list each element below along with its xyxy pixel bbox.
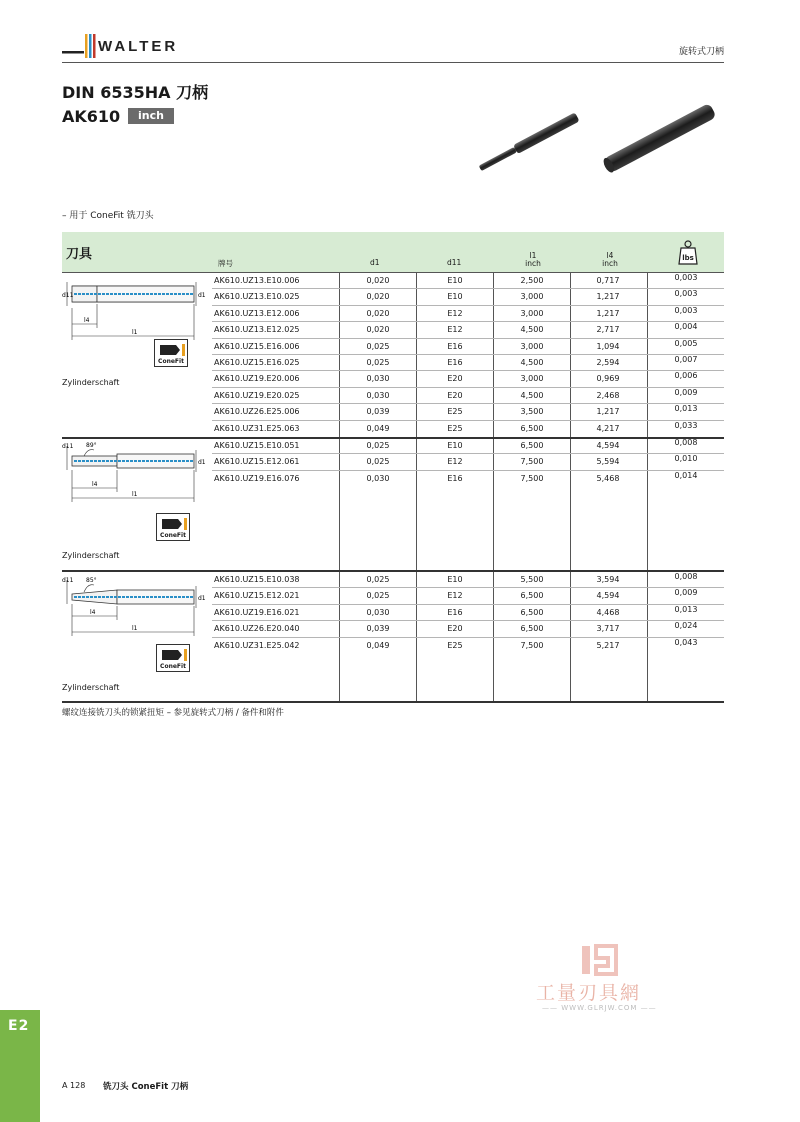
dim-d11-label: d11 bbox=[62, 443, 74, 450]
table-row: AK610.UZ19.E20.006 0,030 E20 3,000 0,969 0,006 bbox=[212, 371, 724, 387]
dim-l4-label: l4 bbox=[84, 317, 90, 324]
shank-type-label: Zylinderschaft bbox=[62, 683, 120, 692]
shank-type-label: Zylinderschaft bbox=[62, 551, 120, 560]
table-row: AK610.UZ13.E10.025 0,020 E10 3,000 1,217 0,003 bbox=[212, 289, 724, 305]
dim-d1-label: d1 bbox=[198, 292, 206, 299]
table-group-1 bbox=[212, 273, 724, 437]
footnote: 螺纹连接铣刀头的锁紧扭矩 – 参见旋转式刀柄 / 备件和附件 bbox=[62, 708, 284, 718]
dim-l4-label: l4 bbox=[90, 609, 96, 616]
table-row: AK610.UZ15.E10.051 0,025 E10 6,500 4,594 0,008 bbox=[212, 438, 724, 454]
col-header-article: 牌号 bbox=[218, 259, 233, 268]
table-row: AK610.UZ19.E20.025 0,030 E20 4,500 2,468 0,009 bbox=[212, 388, 724, 404]
conefit-icon bbox=[156, 513, 190, 541]
shank-drawing-reduced bbox=[62, 440, 212, 520]
chapter-tab-label: E2 bbox=[8, 1018, 30, 1034]
conefit-symbol bbox=[156, 341, 188, 359]
table-row: AK610.UZ15.E16.025 0,025 E16 4,500 2,594 0,007 bbox=[212, 355, 724, 371]
table-row: AK610.UZ13.E12.025 0,020 E12 4,500 2,717 0,004 bbox=[212, 322, 724, 338]
dim-l4-label: l4 bbox=[92, 481, 98, 488]
table-row: AK610.UZ19.E16.021 0,030 E16 6,500 4,468 0,013 bbox=[212, 605, 724, 621]
table-row: AK610.UZ31.E25.063 0,049 E25 6,500 4,217 0,033 bbox=[214, 420, 698, 433]
table-row: AK610.UZ26.E20.040 0,039 E20 6,500 3,717 0,024 bbox=[212, 621, 724, 637]
dim-d11-label: d11 bbox=[62, 577, 74, 584]
dim-l1-label: l1 bbox=[132, 491, 138, 498]
dim-l1-label: l1 bbox=[132, 625, 138, 632]
col-header-l1: l1 inch bbox=[525, 251, 541, 268]
dim-d1-label: d1 bbox=[198, 459, 206, 466]
product-code: AK610 bbox=[62, 107, 121, 126]
dim-angle-label: 89° bbox=[86, 442, 97, 449]
watermark bbox=[532, 944, 672, 1016]
shank-type-label: Zylinderschaft bbox=[62, 378, 120, 387]
col-header-l4: l4 inch bbox=[602, 251, 618, 268]
header-divider bbox=[62, 62, 724, 63]
footer-title: 铣刀头 ConeFit 刀柄 bbox=[103, 1082, 189, 1092]
watermark-text: 工量刃具網 bbox=[536, 982, 642, 1004]
table-row: AK610.UZ13.E10.006 0,020 E10 2,500 0,717 0,003 bbox=[212, 273, 724, 289]
table-row: AK610.UZ15.E12.061 0,025 E12 7,500 5,594 0,010 bbox=[212, 454, 724, 470]
shank-drawing-tapered bbox=[62, 574, 212, 654]
table-bottom-rule bbox=[62, 701, 724, 703]
conefit-label: ConeFit bbox=[160, 663, 186, 670]
watermark-logo-icon bbox=[580, 944, 620, 976]
dim-l1-label: l1 bbox=[132, 329, 138, 336]
page-number: A 128 bbox=[62, 1081, 86, 1090]
table-row: AK610.UZ15.E12.021 0,025 E12 6,500 4,594 0,009 bbox=[212, 588, 724, 604]
conefit-label: ConeFit bbox=[158, 358, 184, 365]
watermark-url: —— WWW.GLRJW.COM —— bbox=[542, 1004, 657, 1012]
dim-d1-label: d1 bbox=[198, 595, 206, 602]
table-group-3 bbox=[212, 572, 724, 654]
col-header-d1: d1 bbox=[370, 258, 380, 267]
header-section-label: 旋转式刀柄 bbox=[678, 47, 724, 57]
table-row: AK610.UZ15.E10.038 0,025 E10 5,500 3,594 0,008 bbox=[212, 572, 724, 588]
shank-large bbox=[602, 103, 717, 174]
col-header-d11: d11 bbox=[447, 258, 462, 267]
unit-badge: inch bbox=[128, 108, 174, 124]
weight-unit-label: lbs bbox=[682, 254, 694, 262]
conefit-icon bbox=[156, 644, 190, 672]
table-group-2 bbox=[212, 438, 724, 487]
conefit-symbol bbox=[158, 646, 190, 664]
brand-wordmark: WALTER bbox=[98, 38, 179, 55]
table-row: AK610.UZ26.E25.006 0,039 E25 3,500 1,217 0,013 bbox=[212, 404, 724, 420]
weight-icon bbox=[678, 239, 698, 265]
product-image bbox=[470, 98, 730, 178]
walter-logo-mark bbox=[62, 32, 102, 60]
shank-small bbox=[478, 112, 580, 172]
table-row: AK610.UZ15.E16.006 0,025 E16 3,000 1,094 0,005 bbox=[212, 339, 724, 355]
conefit-symbol bbox=[158, 515, 190, 533]
conefit-label: ConeFit bbox=[160, 532, 186, 539]
dim-d11-label: d11 bbox=[62, 292, 74, 299]
conefit-icon bbox=[154, 339, 188, 367]
page-title: DIN 6535HA 刀柄 bbox=[62, 83, 209, 102]
dim-angle-label: 85° bbox=[86, 577, 97, 584]
shank-drawing-straight bbox=[62, 278, 212, 358]
chapter-tab bbox=[0, 1010, 40, 1122]
table-row: AK610.UZ31.E25.042 0,049 E25 7,500 5,217 0,043 bbox=[214, 637, 698, 650]
table-row: AK610.UZ19.E16.076 0,030 E16 7,500 5,468 0,014 bbox=[214, 470, 698, 483]
table-section-title: 刀具 bbox=[66, 247, 93, 262]
usage-note: – 用于 ConeFit 铣刀头 bbox=[62, 211, 154, 221]
walter-logo bbox=[62, 32, 202, 60]
table-row: AK610.UZ13.E12.006 0,020 E12 3,000 1,217 0,003 bbox=[212, 306, 724, 322]
